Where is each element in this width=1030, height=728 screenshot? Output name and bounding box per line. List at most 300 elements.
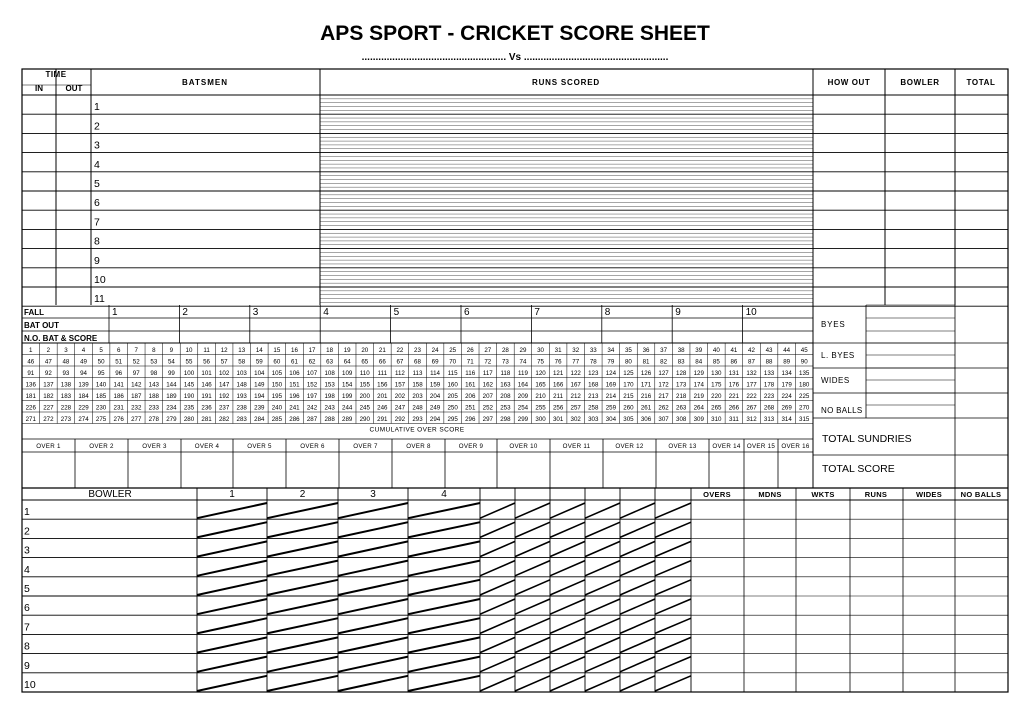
over-label: OVER 10 — [509, 443, 538, 450]
cumulative-score-number: 289 — [342, 415, 353, 423]
cumulative-score-number: 167 — [570, 381, 581, 389]
over-slash — [338, 618, 408, 633]
bowling-over-number: 4 — [441, 489, 447, 500]
over-slash — [480, 676, 515, 691]
cumulative-score-number: 257 — [570, 404, 581, 412]
over-slash — [515, 618, 550, 633]
cumulative-score-number: 108 — [324, 369, 335, 377]
batsman-number: 7 — [94, 216, 100, 229]
cumulative-score-number: 120 — [535, 369, 546, 377]
cumulative-score-number: 10 — [185, 346, 193, 354]
over-slash — [338, 561, 408, 576]
batsman-number: 10 — [94, 274, 106, 286]
bowling-stat-header: WKTS — [811, 490, 835, 499]
cumulative-score-number: 215 — [623, 392, 634, 400]
over-slash — [338, 503, 408, 518]
cumulative-score-number: 262 — [658, 404, 669, 412]
cumulative-score-number: 144 — [166, 381, 177, 389]
cumulative-score-number: 293 — [412, 415, 423, 423]
cumulative-score-number: 162 — [482, 381, 493, 389]
cumulative-score-number: 207 — [482, 392, 493, 400]
cumulative-score-number: 263 — [676, 404, 687, 412]
cumulative-score-number: 267 — [746, 404, 757, 412]
cumulative-score-number: 115 — [447, 369, 458, 377]
over-slash — [620, 503, 655, 518]
over-slash — [585, 522, 620, 537]
over-slash — [338, 580, 408, 595]
over-slash — [267, 618, 338, 633]
cumulative-score-number: 174 — [693, 381, 704, 389]
cumulative-score-number: 284 — [254, 415, 265, 423]
cumulative-score-number: 151 — [289, 381, 300, 389]
cumulative-score-number: 131 — [728, 369, 740, 377]
bowler-row-number: 5 — [24, 583, 30, 595]
cumulative-score-number: 221 — [728, 392, 740, 400]
cumulative-score-number: 152 — [306, 381, 318, 389]
cumulative-score-number: 47 — [44, 358, 52, 366]
cumulative-score-number: 292 — [394, 415, 406, 423]
over-slash — [338, 657, 408, 672]
cumulative-score-number: 206 — [465, 392, 476, 400]
over-slash — [480, 503, 515, 518]
cumulative-score-number: 212 — [570, 392, 581, 400]
over-slash — [655, 522, 691, 537]
over-slash — [585, 657, 620, 672]
cumulative-score-number: 93 — [62, 369, 70, 377]
cumulative-score-number: 291 — [377, 415, 388, 423]
over-slash — [585, 637, 620, 652]
cumulative-score-number: 6 — [116, 346, 121, 354]
over-slash — [655, 541, 691, 556]
cumulative-score-number: 250 — [447, 404, 458, 412]
bowling-over-number: 2 — [299, 489, 306, 500]
cumulative-score-number: 274 — [78, 415, 89, 423]
cumulative-score-number: 190 — [183, 392, 195, 400]
cumulative-score-number: 40 — [712, 346, 720, 354]
cumulative-score-number: 311 — [728, 415, 739, 423]
cumulative-score-number: 104 — [254, 369, 265, 377]
over-slash — [620, 637, 655, 652]
cumulative-score-number: 301 — [552, 415, 564, 423]
cumulative-score-number: 18 — [326, 346, 334, 354]
cumulative-score-number: 75 — [537, 358, 544, 366]
cumulative-score-number: 111 — [377, 369, 388, 377]
cumulative-score-number: 112 — [394, 369, 405, 377]
cumulative-score-number: 33 — [589, 346, 597, 354]
over-slash — [408, 637, 480, 652]
bowler-row-number: 1 — [24, 506, 30, 519]
time-in-label: IN — [35, 84, 43, 93]
fall-wicket-number: 3 — [252, 307, 259, 318]
cumulative-score-number: 236 — [201, 404, 212, 412]
cumulative-score-number: 85 — [712, 358, 720, 366]
over-slash — [197, 561, 267, 576]
cumulative-score-number: 42 — [748, 346, 755, 354]
cumulative-score-number: 11 — [203, 346, 210, 354]
cumulative-score-number: 37 — [660, 346, 668, 354]
cumulative-score-number: 189 — [166, 392, 177, 400]
cumulative-score-number: 249 — [429, 404, 441, 412]
cumulative-score-number: 246 — [377, 404, 388, 412]
cumulative-score-number: 199 — [342, 392, 353, 400]
over-slash — [655, 676, 691, 691]
cumulative-score-number: 197 — [306, 392, 318, 400]
over-label: OVER 2 — [89, 443, 114, 450]
cumulative-score-number: 296 — [465, 415, 476, 423]
cumulative-score-number: 302 — [570, 415, 581, 423]
cumulative-score-number: 53 — [150, 358, 158, 366]
batsman-number: 9 — [94, 254, 100, 267]
cumulative-score-number: 105 — [271, 369, 283, 377]
cumulative-score-number: 231 — [113, 404, 124, 412]
cumulative-score-number: 127 — [658, 369, 669, 377]
cumulative-score-number: 247 — [394, 404, 406, 412]
over-label: OVER 9 — [458, 443, 484, 450]
cumulative-score-number: 196 — [289, 392, 300, 400]
cumulative-score-number: 165 — [535, 381, 546, 389]
cumulative-score-number: 34 — [607, 346, 615, 354]
over-slash — [585, 599, 620, 614]
cumulative-score-number: 193 — [236, 392, 247, 400]
form-labels — [24, 70, 1001, 691]
fall-wicket-number: 4 — [323, 307, 329, 318]
cumulative-score-number: 235 — [183, 404, 195, 412]
cumulative-score-number: 91 — [27, 369, 35, 377]
over-slash — [408, 503, 480, 518]
cumulative-score-number: 106 — [289, 369, 300, 377]
bowler-row-number: 8 — [24, 640, 30, 653]
batsman-number: 2 — [94, 120, 100, 133]
fall-wicket-number: 7 — [534, 307, 540, 318]
over-slash — [480, 541, 515, 556]
cumulative-score-number: 225 — [799, 392, 810, 400]
cumulative-score-number: 240 — [271, 404, 283, 412]
over-slash — [585, 676, 620, 691]
cumulative-score-number: 305 — [623, 415, 634, 423]
cumulative-score-number: 82 — [660, 358, 668, 366]
cumulative-score-number: 117 — [482, 369, 493, 377]
cumulative-score-number: 161 — [465, 381, 476, 389]
cumulative-score-number: 126 — [640, 369, 652, 377]
cumulative-score-number: 153 — [324, 381, 335, 389]
over-slash — [585, 541, 620, 556]
over-slash — [515, 599, 550, 614]
batsman-number: 3 — [94, 139, 100, 152]
nobat-score-label: N.O. BAT & SCORE — [24, 334, 98, 343]
wides-label: WIDES — [821, 376, 850, 385]
bowler-header: BOWLER — [900, 78, 940, 87]
cumulative-score-number: 49 — [80, 358, 87, 366]
cumulative-score-number: 39 — [695, 346, 703, 354]
over-slash — [408, 541, 480, 556]
cumulative-score-number: 32 — [572, 346, 580, 354]
over-label: OVER 8 — [406, 443, 431, 450]
cumulative-score-number: 66 — [378, 358, 386, 366]
cumulative-score-number: 304 — [605, 415, 617, 423]
cumulative-score-number: 60 — [273, 358, 281, 366]
cumulative-score-number: 310 — [711, 415, 722, 423]
cumulative-score-number: 140 — [95, 381, 107, 389]
cumulative-score-number: 278 — [148, 415, 159, 423]
cumulative-score-number: 16 — [291, 346, 298, 354]
cumulative-score-number: 76 — [554, 358, 562, 366]
cumulative-score-number: 22 — [396, 346, 404, 354]
cumulative-score-number: 312 — [746, 415, 757, 423]
cumulative-score-number: 142 — [131, 381, 142, 389]
cumulative-score-number: 283 — [236, 415, 247, 423]
cumulative-score-number: 309 — [693, 415, 704, 423]
cumulative-score-number: 194 — [254, 392, 265, 400]
cumulative-score-number: 286 — [289, 415, 300, 423]
cumulative-score-number: 204 — [429, 392, 441, 400]
over-slash — [408, 522, 480, 537]
cumulative-score-number: 216 — [640, 392, 652, 400]
cumulative-score-number: 4 — [81, 346, 86, 354]
over-slash — [655, 561, 691, 576]
cumulative-score-number: 74 — [519, 358, 527, 366]
cumulative-score-number: 155 — [359, 381, 370, 389]
cumulative-score-number: 44 — [783, 346, 791, 354]
cumulative-score-number: 81 — [642, 358, 650, 366]
cumulative-score-number: 136 — [25, 381, 36, 389]
over-slash — [515, 541, 550, 556]
cumulative-score-number: 173 — [676, 381, 687, 389]
over-slash — [515, 657, 550, 672]
cumulative-score-number: 314 — [781, 415, 792, 423]
cumulative-score-number: 192 — [218, 392, 230, 400]
cumulative-score-number: 97 — [132, 369, 140, 377]
cumulative-score-number: 188 — [148, 392, 159, 400]
cumulative-score-number: 54 — [167, 358, 175, 366]
over-slash — [480, 580, 515, 595]
over-slash — [515, 561, 550, 576]
cumulative-score-number: 30 — [537, 346, 544, 354]
cumulative-score-number: 147 — [218, 381, 230, 389]
cumulative-score-number: 202 — [394, 392, 406, 400]
over-slash — [267, 541, 338, 556]
cumulative-score-number: 172 — [658, 381, 669, 389]
over-slash — [267, 637, 338, 652]
bowling-stat-header: MDNS — [758, 490, 782, 499]
bowling-over-number: 1 — [229, 489, 235, 500]
cumulative-score-number: 160 — [447, 381, 458, 389]
runs-scored-header: RUNS SCORED — [532, 78, 600, 87]
cumulative-score-number: 163 — [500, 381, 511, 389]
cumulative-score-number: 306 — [640, 415, 652, 423]
cumulative-score-number: 198 — [324, 392, 335, 400]
cumulative-score-number: 92 — [44, 369, 52, 377]
over-slash — [655, 657, 691, 672]
cumulative-score-number: 43 — [765, 346, 773, 354]
over-slash — [197, 657, 267, 672]
over-slash — [267, 561, 338, 576]
cumulative-score-number: 17 — [308, 346, 316, 354]
over-slash — [197, 522, 267, 537]
cumulative-score-number: 185 — [95, 392, 107, 400]
cumulative-score-number: 125 — [623, 369, 634, 377]
cumulative-score-number: 88 — [765, 358, 773, 366]
cumulative-score-number: 242 — [306, 404, 318, 412]
cumulative-score-number: 31 — [554, 346, 562, 354]
cumulative-score-number: 59 — [255, 358, 263, 366]
cumulative-score-number: 214 — [605, 392, 617, 400]
over-slash — [480, 618, 515, 633]
cumulative-score-number: 21 — [378, 346, 386, 354]
over-slash — [620, 618, 655, 633]
over-slash — [197, 676, 267, 691]
over-label: OVER 3 — [142, 443, 167, 450]
cumulative-score-number: 109 — [342, 369, 353, 377]
over-slash — [550, 599, 585, 614]
over-slash — [267, 522, 338, 537]
cumulative-score-number: 99 — [167, 369, 175, 377]
cumulative-score-number: 158 — [412, 381, 423, 389]
over-slash — [480, 637, 515, 652]
fall-wicket-number: 10 — [745, 307, 757, 318]
over-label: OVER 1 — [36, 443, 61, 450]
cumulative-score-number: 46 — [27, 358, 35, 366]
cumulative-score-number: 130 — [711, 369, 722, 377]
cumulative-score-number: 298 — [500, 415, 511, 423]
batsman-number: 8 — [94, 235, 100, 248]
cumulative-score-number: 50 — [97, 358, 105, 366]
over-slash — [408, 618, 480, 633]
cumulative-score-number: 275 — [95, 415, 107, 423]
cumulative-score-number: 209 — [517, 392, 529, 400]
total-score-label: TOTAL SCORE — [822, 463, 895, 475]
bowler-row-number: 6 — [24, 602, 30, 615]
over-slash — [620, 522, 655, 537]
batsman-number: 5 — [94, 178, 100, 190]
over-slash — [408, 580, 480, 595]
over-slash — [197, 541, 267, 556]
over-slash — [515, 503, 550, 518]
over-slash — [267, 599, 338, 614]
over-label: OVER 14 — [712, 443, 741, 450]
cumulative-score-number: 139 — [78, 381, 89, 389]
cumulative-score-number: 63 — [326, 358, 334, 366]
no-balls-label: NO BALLS — [821, 406, 863, 415]
cumulative-score-number: 166 — [552, 381, 564, 389]
bowling-stat-header: RUNS — [864, 490, 888, 499]
cumulative-score-number: 272 — [43, 415, 54, 423]
cumulative-score-number: 260 — [623, 404, 634, 412]
fall-wicket-number: 9 — [675, 307, 681, 318]
cumulative-score-number: 72 — [484, 358, 492, 366]
cumulative-score-number: 258 — [588, 404, 599, 412]
over-slash — [550, 522, 585, 537]
sheet-title: APS SPORT - CRICKET SCORE SHEET — [320, 22, 710, 45]
total-sundries-label: TOTAL SUNDRIES — [822, 433, 912, 445]
cumulative-score-number: 154 — [342, 381, 353, 389]
bowler-row-number: 9 — [24, 659, 30, 672]
batsman-number: 11 — [94, 293, 105, 306]
over-slash — [338, 541, 408, 556]
cumulative-score-number: 133 — [763, 369, 775, 377]
cumulative-score-number: 220 — [711, 392, 722, 400]
cumulative-score-number: 264 — [693, 404, 704, 412]
cumulative-score-number: 38 — [677, 346, 685, 354]
cumulative-score-number: 19 — [343, 346, 351, 354]
over-slash — [655, 618, 691, 633]
over-slash — [620, 580, 655, 595]
over-slash — [197, 580, 267, 595]
cumulative-score-number: 51 — [115, 358, 123, 366]
over-slash — [515, 580, 550, 595]
cumulative-score-number: 119 — [518, 369, 528, 377]
cumulative-score-number: 241 — [289, 404, 300, 412]
bowler-row-number: 7 — [24, 621, 30, 634]
over-label: OVER 7 — [353, 443, 378, 450]
cumulative-score-number: 243 — [324, 404, 335, 412]
fall-label: FALL — [24, 308, 44, 317]
cumulative-score-number: 98 — [150, 369, 158, 377]
cumulative-score-number: 238 — [236, 404, 247, 412]
over-slash — [515, 522, 550, 537]
cumulative-score-number: 84 — [695, 358, 703, 366]
cumulative-score-number: 61 — [291, 358, 298, 366]
cumulative-score-number: 45 — [800, 346, 808, 354]
cumulative-score-number: 186 — [113, 392, 124, 400]
cumulative-score-number: 205 — [447, 392, 458, 400]
cumulative-score-number: 239 — [254, 404, 265, 412]
cumulative-score-number: 290 — [359, 415, 370, 423]
over-slash — [480, 657, 515, 672]
over-slash — [408, 561, 480, 576]
cumulative-score-number: 210 — [535, 392, 546, 400]
over-slash — [197, 637, 267, 652]
over-slash — [338, 599, 408, 614]
over-slash — [655, 503, 691, 518]
cumulative-score-number: 195 — [271, 392, 283, 400]
cumulative-score-number: 146 — [201, 381, 212, 389]
cumulative-score-number: 200 — [359, 392, 370, 400]
cumulative-score-number: 218 — [676, 392, 687, 400]
cumulative-score-number: 208 — [500, 392, 511, 400]
cumulative-score-number: 137 — [43, 381, 54, 389]
bat-out-label: BAT OUT — [24, 321, 59, 330]
cumulative-score-number: 297 — [482, 415, 493, 423]
how-out-header: HOW OUT — [827, 78, 871, 87]
cumulative-score-number: 281 — [201, 415, 212, 423]
over-slash — [550, 503, 585, 518]
cumulative-score-number: 138 — [60, 381, 72, 389]
cumulative-score-number: 107 — [306, 369, 318, 377]
cumulative-score-number: 110 — [359, 369, 370, 377]
cumulative-score-number: 254 — [517, 404, 529, 412]
over-slash — [338, 637, 408, 652]
cumulative-score-number: 5 — [99, 346, 103, 354]
over-slash — [550, 561, 585, 576]
over-slash — [408, 657, 480, 672]
cumulative-score-number: 12 — [220, 346, 228, 354]
cumulative-score-number: 233 — [148, 404, 159, 412]
cumulative-score-number: 252 — [482, 404, 493, 412]
cumulative-score-number: 94 — [80, 369, 87, 377]
cumulative-score-number: 285 — [271, 415, 283, 423]
over-slash — [550, 637, 585, 652]
over-slash — [655, 580, 691, 595]
cumulative-score-number: 203 — [412, 392, 423, 400]
cumulative-score-number: 223 — [763, 392, 775, 400]
over-slash — [655, 637, 691, 652]
cumulative-score-number: 269 — [781, 404, 792, 412]
cumulative-score-number: 100 — [183, 369, 195, 377]
cumulative-score-number: 58 — [238, 358, 246, 366]
cumulative-score-number: 251 — [465, 404, 476, 412]
cumulative-score-number: 114 — [430, 369, 441, 377]
cumulative-score-number: 276 — [113, 415, 124, 423]
